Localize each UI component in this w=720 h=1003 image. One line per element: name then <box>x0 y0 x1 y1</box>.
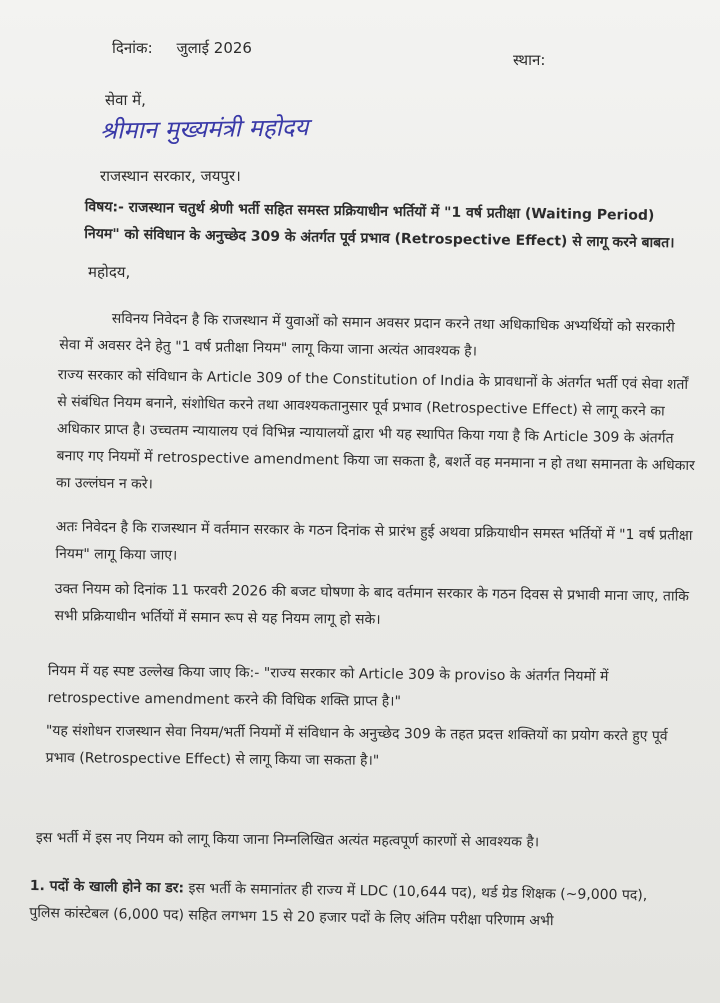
subject <box>84 194 690 257</box>
date-label: दिनांक: <box>112 39 153 57</box>
addressee-prefix: सेवा में, <box>105 91 146 109</box>
paragraph-3: अतः निवेदन है कि राजस्थान में वर्तमान सरकार के गठन दिनांक से प्रारंभ हुई अथवा प्रक्रियाधीन समस्त भर्तियों में "1 वर्ष प्रतीक्षा नियम" लागू किया जाए। <box>55 518 693 564</box>
paragraph-1: सविनय निवेदन है कि राजस्थान में युवाओं को समान अवसर प्रदान करने तथा अधिकाधिक अभ्यर्थियों को सरकारी सेवा में अवसर देने हेतु "1 वर्ष प्रतीक्षा नियम" लागू किया जाना अत्यंत आवश्यक है। <box>59 310 675 360</box>
place-label: स्थान: <box>513 51 546 69</box>
paragraph-5: नियम में यह स्पष्ट उल्लेख किया जाए कि:- "राज्य सरकार को Article 309 के proviso के अंतर्गत नियमों में retrospective amendment करने की विधिक शक्ति प्राप्त है।" <box>47 662 609 710</box>
subject-label: विषय:- <box>84 198 124 216</box>
point-1-label: 1. पदों के खाली होने का डर: <box>29 877 185 897</box>
paragraph-2: राज्य सरकार को संविधान के Article 309 of the Constitution of India के प्रावधानों के अंतर्गत भर्ती एवं सेवा शर्तों से संबंधित नियम बनाने, संशोधित करने तथा आवश्यकतानुसार पूर्व प्रभाव (Retrospective Effect) से लागू करने का अधिकार प्राप्त है। उच्चतम न्यायालय एवं विभिन्न न्यायालयों द्वारा भी यह स्थापित किया गया है कि Article 309 के अंतर्गत बनाए गए नियमों में retrospective amendment किया जा सकता है, बशर्ते वह मनमाना न हो तथा समानता के अधिकार का उल्लंघन न करे। <box>55 366 695 493</box>
date-line <box>112 38 252 58</box>
handwritten-addressee: श्रीमान मुख्यमंत्री महोदय <box>99 113 309 145</box>
government-line: राजस्थान सरकार, जयपुर। <box>100 167 241 185</box>
salutation: महोदय, <box>88 263 131 281</box>
paragraph-6: "यह संशोधन राजस्थान सेवा नियम/भर्ती नियमों में संविधान के अनुच्छेद 309 के तहत प्रदत्त शक्तियों का प्रयोग करते हुए पूर्व प्रभाव (Retrospective Effect) से लागू किया जा सकता है।" <box>45 722 668 769</box>
point-1 <box>29 873 670 937</box>
date-value: जुलाई 2026 <box>176 39 252 57</box>
point-1-text: इस भर्ती के समानांतर ही राज्य में LDC (10,644 पद), थर्ड ग्रेड शिक्षक (~9,000 पद), पुलिस कांस्टेबल (6,000 पद) सहित लगभग 15 से 20 हजार पदों के लिए अंतिम परीक्षा परिणाम अभी <box>29 880 648 930</box>
paragraph-7: इस भर्ती में इस नए नियम को लागू किया जाना निम्नलिखित अत्यंत महत्वपूर्ण कारणों से आवश्यक है। <box>35 829 540 851</box>
paragraph-4: उक्त नियम को दिनांक 11 फरवरी 2026 की बजट घोषणा के बाद वर्तमान सरकार के गठन दिवस से प्रभावी माना जाए, ताकि सभी प्रक्रियाधीन भर्तियों में समान रूप से यह नियम लागू हो सके। <box>54 580 690 628</box>
subject-text: राजस्थान चतुर्थ श्रेणी भर्ती सहित समस्त प्रक्रियाधीन भर्तियों में "1 वर्ष प्रतीक्षा (Waiting Period) नियम" को संविधान के अनुच्छेद 309 के अंतर्गत पूर्व प्रभाव (Retrospective Effect) से लागू करने बाबत। <box>84 199 675 252</box>
